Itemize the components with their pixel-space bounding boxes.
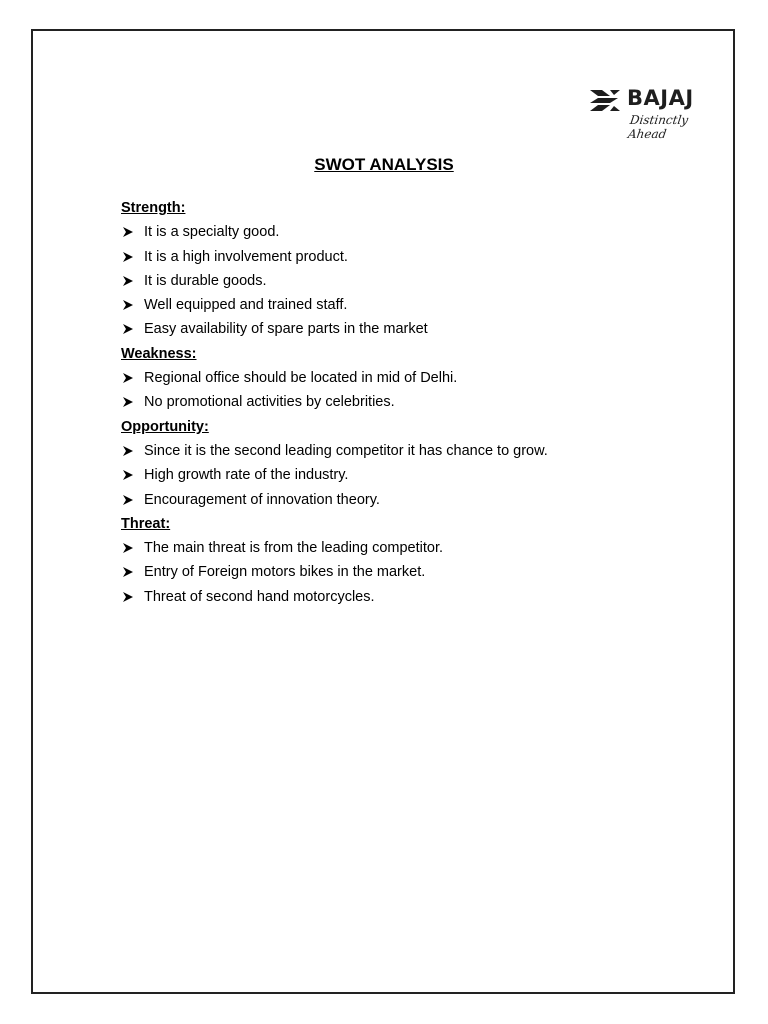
logo-brand-name: BAJAJ xyxy=(627,86,694,110)
list-item xyxy=(121,247,721,271)
section-heading-strength: Strength: xyxy=(121,200,186,216)
list-item-text: The main threat is from the leading competitor. xyxy=(144,540,444,557)
arrow-bullet-icon xyxy=(123,324,133,334)
list-item xyxy=(121,295,721,319)
page-title: SWOT ANALYSIS xyxy=(314,155,454,174)
bajaj-logo xyxy=(583,83,716,141)
list-item xyxy=(121,319,721,343)
arrow-bullet-icon xyxy=(123,397,133,407)
list-item-text: It is a specialty good. xyxy=(144,224,280,241)
section-heading-opportunity: Opportunity: xyxy=(121,418,209,435)
bajaj-logo-mark-icon xyxy=(588,87,622,113)
arrow-bullet-icon xyxy=(123,373,133,383)
list-item-text: Threat of second hand motorcycles. xyxy=(144,588,375,605)
arrow-bullet-icon xyxy=(123,592,133,602)
arrow-bullet-icon xyxy=(123,567,133,577)
logo-tagline: Distinctly Ahead xyxy=(627,113,690,141)
list-item-text: High growth rate of the industry. xyxy=(144,467,349,484)
list-item xyxy=(121,538,721,562)
list-item-text: Since it is the second leading competitor it has chance to grow. xyxy=(144,442,548,459)
list-item-text: It is durable goods. xyxy=(144,272,267,289)
list-item xyxy=(121,271,721,295)
list-item xyxy=(121,368,721,392)
list-item xyxy=(121,465,721,489)
arrow-bullet-icon xyxy=(123,446,133,456)
arrow-bullet-icon xyxy=(123,227,133,237)
arrow-bullet-icon xyxy=(123,276,133,286)
list-item-text: It is a high involvement product. xyxy=(144,248,348,265)
arrow-bullet-icon xyxy=(123,543,133,553)
list-item xyxy=(121,441,721,465)
list-item xyxy=(121,490,721,514)
list-item xyxy=(121,562,721,586)
list-item xyxy=(121,392,721,416)
section-heading-weakness: Weakness: xyxy=(121,345,197,362)
arrow-bullet-icon xyxy=(123,470,133,480)
list-item-text: Encouragement of innovation theory. xyxy=(144,491,380,508)
arrow-bullet-icon xyxy=(123,300,133,310)
swot-content xyxy=(121,198,721,611)
list-item-text: Easy availability of spare parts in the market xyxy=(144,321,428,338)
section-heading-threat: Threat: xyxy=(121,515,171,532)
list-item-text: Regional office should be located in mid of Delhi. xyxy=(144,370,458,387)
list-item-text: No promotional activities by celebrities. xyxy=(144,394,395,411)
list-item xyxy=(121,222,721,246)
list-item-text: Well equipped and trained staff. xyxy=(144,297,348,314)
list-item-text: Entry of Foreign motors bikes in the market. xyxy=(144,564,426,581)
arrow-bullet-icon xyxy=(123,252,133,262)
arrow-bullet-icon xyxy=(123,495,133,505)
list-item xyxy=(121,587,721,611)
